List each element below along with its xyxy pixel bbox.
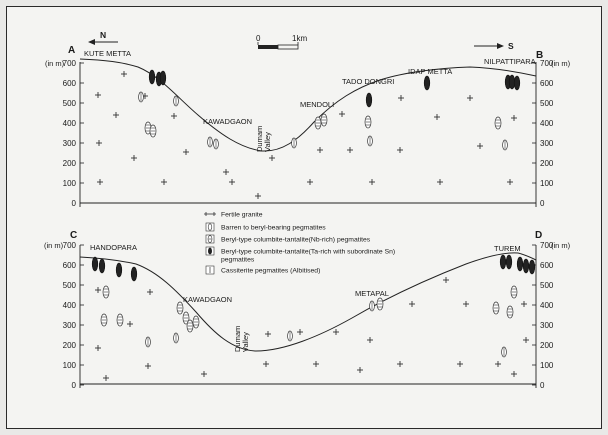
beryl-ta-pegmatite-symbol: [514, 76, 520, 90]
corner-b: B: [536, 50, 544, 61]
fertile-granite-symbol: [95, 287, 101, 293]
fertile-granite-symbol: [347, 147, 353, 153]
legend-item: [206, 235, 371, 244]
beryl-nb-pegmatite-symbol: [101, 314, 107, 326]
legend-item: [221, 257, 255, 264]
beryl-nb-pegmatite-symbol: [117, 314, 123, 326]
fertile-granite-symbol: [367, 337, 373, 343]
place-metapal: METAPAL: [355, 289, 389, 298]
section-ab: [45, 30, 571, 208]
fertile-granite-symbol: [397, 147, 403, 153]
south-arrow: [474, 41, 514, 51]
fertile-granite-symbol: [201, 371, 207, 377]
y-tick-label: 600: [540, 79, 554, 88]
barren-pegmatite-symbol: [174, 333, 179, 343]
place-kawadgaon-ab: KAWADGAON: [203, 117, 253, 126]
barren-pegmatite-symbol: [370, 301, 375, 311]
barren-pegmatite-symbol: [502, 347, 507, 357]
unit-label-right-cd: (in m): [551, 241, 571, 250]
fertile-granite-symbol: [521, 301, 527, 307]
fertile-granite-symbol: [317, 147, 323, 153]
fertile-granite-symbol: [357, 367, 363, 373]
fertile-granite-symbol: [145, 363, 151, 369]
y-tick-label: 300: [62, 321, 76, 330]
fertile-granite-symbol: [263, 361, 269, 367]
unit-label-left-cd: (in m): [44, 241, 64, 250]
beryl-nb-pegmatite-symbol: [177, 302, 183, 314]
beryl-ta-pegmatite-symbol: [131, 267, 137, 281]
beryl-nb-pegmatite-symbol: [495, 117, 501, 129]
barren-pegmatite-symbol: [208, 137, 213, 147]
fertile-granite-symbol: [443, 277, 449, 283]
beryl-ta-pegmatite-symbol: [529, 260, 535, 274]
legend-label: Beryl-type columbite-tantalite(Nb-rich) pegmatites: [221, 236, 371, 244]
legend-item: [206, 223, 326, 232]
barren-pegmatite-symbol: [288, 331, 293, 341]
fertile-granite-symbol: [511, 371, 517, 377]
fertile-granite-symbol: [297, 329, 303, 335]
fertile-granite-symbol: [265, 331, 271, 337]
y-tick-label: 500: [62, 281, 76, 290]
y-tick-label: 400: [540, 119, 554, 128]
fertile-granite-symbol: [467, 95, 473, 101]
fertile-granite-symbol: [507, 179, 513, 185]
fertile-granite-symbol: [103, 375, 109, 381]
south-label: S: [508, 41, 514, 51]
y-tick-label: 500: [62, 99, 76, 108]
valley-label-cd: [233, 326, 250, 352]
y-tick-label: 0: [71, 381, 76, 390]
corner-d: D: [535, 230, 543, 241]
fertile-granite-symbol: [313, 361, 319, 367]
fertile-granite-symbol: [171, 113, 177, 119]
y-tick-label: 200: [62, 159, 76, 168]
place-handopara: HANDOPARA: [90, 243, 137, 252]
place-idap-metta: IDAP METTA: [408, 67, 453, 76]
place-mendoli: MENDOLI: [300, 100, 335, 109]
fertile-granite-symbol: [161, 179, 167, 185]
place-turem: TUREM: [494, 244, 521, 253]
y-tick-label: 100: [62, 361, 76, 370]
y-tick-label: 600: [62, 79, 76, 88]
legend-item: [206, 266, 320, 275]
legend-label: Fertile granite: [221, 211, 263, 219]
fertile-granite-symbol: [511, 115, 517, 121]
beryl-ta-pegmatite-symbol: [523, 259, 529, 273]
beryl-ta-pegmatite-symbol: [116, 263, 122, 277]
beryl-ta-pegmatite-symbol: [517, 257, 523, 271]
beryl-nb-pegmatite-symbol: [511, 286, 517, 298]
beryl-nb-pegmatite-symbol: [321, 114, 327, 126]
y-tick-label: 700: [62, 59, 76, 68]
y-tick-label: 200: [540, 159, 554, 168]
fertile-granite-symbol: [127, 321, 133, 327]
y-tick-label: 700: [540, 241, 554, 250]
y-tick-label: 600: [540, 261, 554, 270]
y-tick-label: 100: [540, 361, 554, 370]
fertile-granite-symbol: [397, 361, 403, 367]
y-tick-label: 400: [62, 301, 76, 310]
fertile-granite-symbol: [147, 289, 153, 295]
beryl-nb-pegmatite-symbol: [507, 306, 513, 318]
y-axis-labels-right-cd: [540, 241, 554, 390]
barren-pegmatite-symbol: [368, 136, 373, 146]
beryl-nb-pegmatite-symbol: [493, 302, 499, 314]
fertile-granite-symbol: [269, 155, 275, 161]
fertile-granite-symbol: [434, 114, 440, 120]
y-tick-label: 0: [540, 199, 545, 208]
beryl-ta-pegmatite-symbol: [99, 259, 105, 273]
fertile-granite-symbol: [369, 179, 375, 185]
fertile-granite-symbol: [339, 111, 345, 117]
y-tick-label: 700: [62, 241, 76, 250]
valley-label-ab: [255, 126, 272, 152]
barren-pegmatite-symbol: [146, 337, 151, 347]
legend-item: [204, 212, 263, 219]
place-nilpattipara: NILPATTIPARA: [484, 57, 536, 66]
corner-a: A: [68, 45, 76, 56]
legend-label: Beryl-type columbite-tantalite(Ta-rich with subordinate Sn): [221, 248, 396, 256]
beryl-ta-pegmatite-symbol: [149, 70, 155, 84]
fertile-granite-symbol: [457, 361, 463, 367]
fertile-granite-symbol: [223, 169, 229, 175]
y-tick-label: 300: [62, 139, 76, 148]
fertile-granite-symbol: [437, 179, 443, 185]
beryl-nb-pegmatite-symbol: [150, 125, 156, 137]
beryl-nb-pegmatite-symbol: [187, 320, 193, 332]
legend-item: [206, 247, 395, 256]
y-axis-labels-left-ab: [63, 59, 77, 208]
y-tick-label: 700: [540, 59, 554, 68]
beryl-nb-pegmatite-symbol: [103, 286, 109, 298]
scale-zero-label: 0: [256, 34, 261, 43]
fertile-granite-symbol: [97, 179, 103, 185]
y-tick-label: 500: [540, 99, 554, 108]
y-tick-label: 500: [540, 281, 554, 290]
fertile-granite-symbol: [477, 143, 483, 149]
beryl-nb-pegmatite-symbol: [315, 117, 321, 129]
svg-text:Dumam: Dumam: [233, 325, 242, 352]
y-tick-label: 400: [62, 119, 76, 128]
fertile-granite-symbol: [229, 179, 235, 185]
place-kute-metta: KUTE METTA: [84, 49, 131, 58]
barren-pegmatite-symbol: [139, 92, 144, 102]
beryl-ta-pegmatite-symbol: [92, 257, 98, 271]
y-tick-label: 200: [540, 341, 554, 350]
fertile-granite-symbol: [121, 71, 127, 77]
scale-end-label: 1km: [292, 34, 308, 43]
fertile-granite-symbol: [463, 301, 469, 307]
fertile-granite-symbol: [113, 112, 119, 118]
barren-pegmatite-symbol: [174, 96, 179, 106]
barren-pegmatite-symbol: [214, 139, 219, 149]
place-kawadgaon-cd: KAWADGAON: [183, 295, 233, 304]
beryl-ta-pegmatite-symbol: [506, 255, 512, 269]
beryl-nb-pegmatite-symbol: [365, 116, 371, 128]
fertile-granite-symbol: [131, 155, 137, 161]
beryl-ta-pegmatite-symbol: [500, 255, 506, 269]
fertile-granite-symbol: [398, 95, 404, 101]
fertile-granite-symbol: [95, 345, 101, 351]
y-tick-label: 400: [540, 301, 554, 310]
fertile-granite-symbol: [183, 149, 189, 155]
svg-text:Valley: Valley: [263, 132, 272, 152]
y-tick-label: 600: [62, 261, 76, 270]
unit-label-right-ab: (in m): [551, 59, 571, 68]
beryl-ta-pegmatite-symbol: [366, 93, 372, 107]
beryl-ta-pegmatite-symbol: [424, 76, 430, 90]
beryl-nb-pegmatite-symbol: [193, 316, 199, 328]
svg-text:Dumam: Dumam: [255, 125, 264, 152]
legend-label: Cassiterite pegmatites (Albitised): [221, 267, 321, 275]
north-arrow: [88, 30, 118, 45]
fertile-granite-symbol: [255, 193, 261, 199]
legend: [204, 212, 395, 275]
y-tick-label: 100: [62, 179, 76, 188]
fertile-granite-symbol: [307, 179, 313, 185]
fertile-granite-symbol: [495, 361, 501, 367]
y-axis-labels-left-cd: [63, 241, 77, 390]
unit-label-left-ab: (in m): [45, 59, 65, 68]
beryl-ta-pegmatite-symbol: [160, 71, 166, 85]
fertile-granite-symbol: [95, 92, 101, 98]
fertile-granite-symbol: [409, 301, 415, 307]
svg-text:Valley: Valley: [241, 332, 250, 352]
place-tado-dongri: TADO DONGRI: [342, 77, 395, 86]
scale-bar: [256, 34, 307, 49]
north-label: N: [100, 30, 107, 40]
barren-pegmatite-symbol: [503, 140, 508, 150]
y-tick-label: 0: [71, 199, 76, 208]
lithology-symbols-ab: [95, 70, 520, 199]
corner-c: C: [70, 230, 78, 241]
y-tick-label: 300: [540, 321, 554, 330]
barren-pegmatite-symbol: [292, 138, 297, 148]
legend-label: pegmatites: [221, 256, 255, 264]
y-axis-labels-right-ab: [540, 59, 554, 208]
y-tick-label: 0: [540, 381, 545, 390]
legend-label: Barren to beryl-bearing pegmatites: [221, 224, 326, 232]
y-tick-label: 100: [540, 179, 554, 188]
fertile-granite-symbol: [333, 329, 339, 335]
fertile-granite-symbol: [523, 337, 529, 343]
fertile-granite-symbol: [96, 140, 102, 146]
beryl-nb-pegmatite-symbol: [377, 298, 383, 310]
y-tick-label: 200: [62, 341, 76, 350]
y-tick-label: 300: [540, 139, 554, 148]
